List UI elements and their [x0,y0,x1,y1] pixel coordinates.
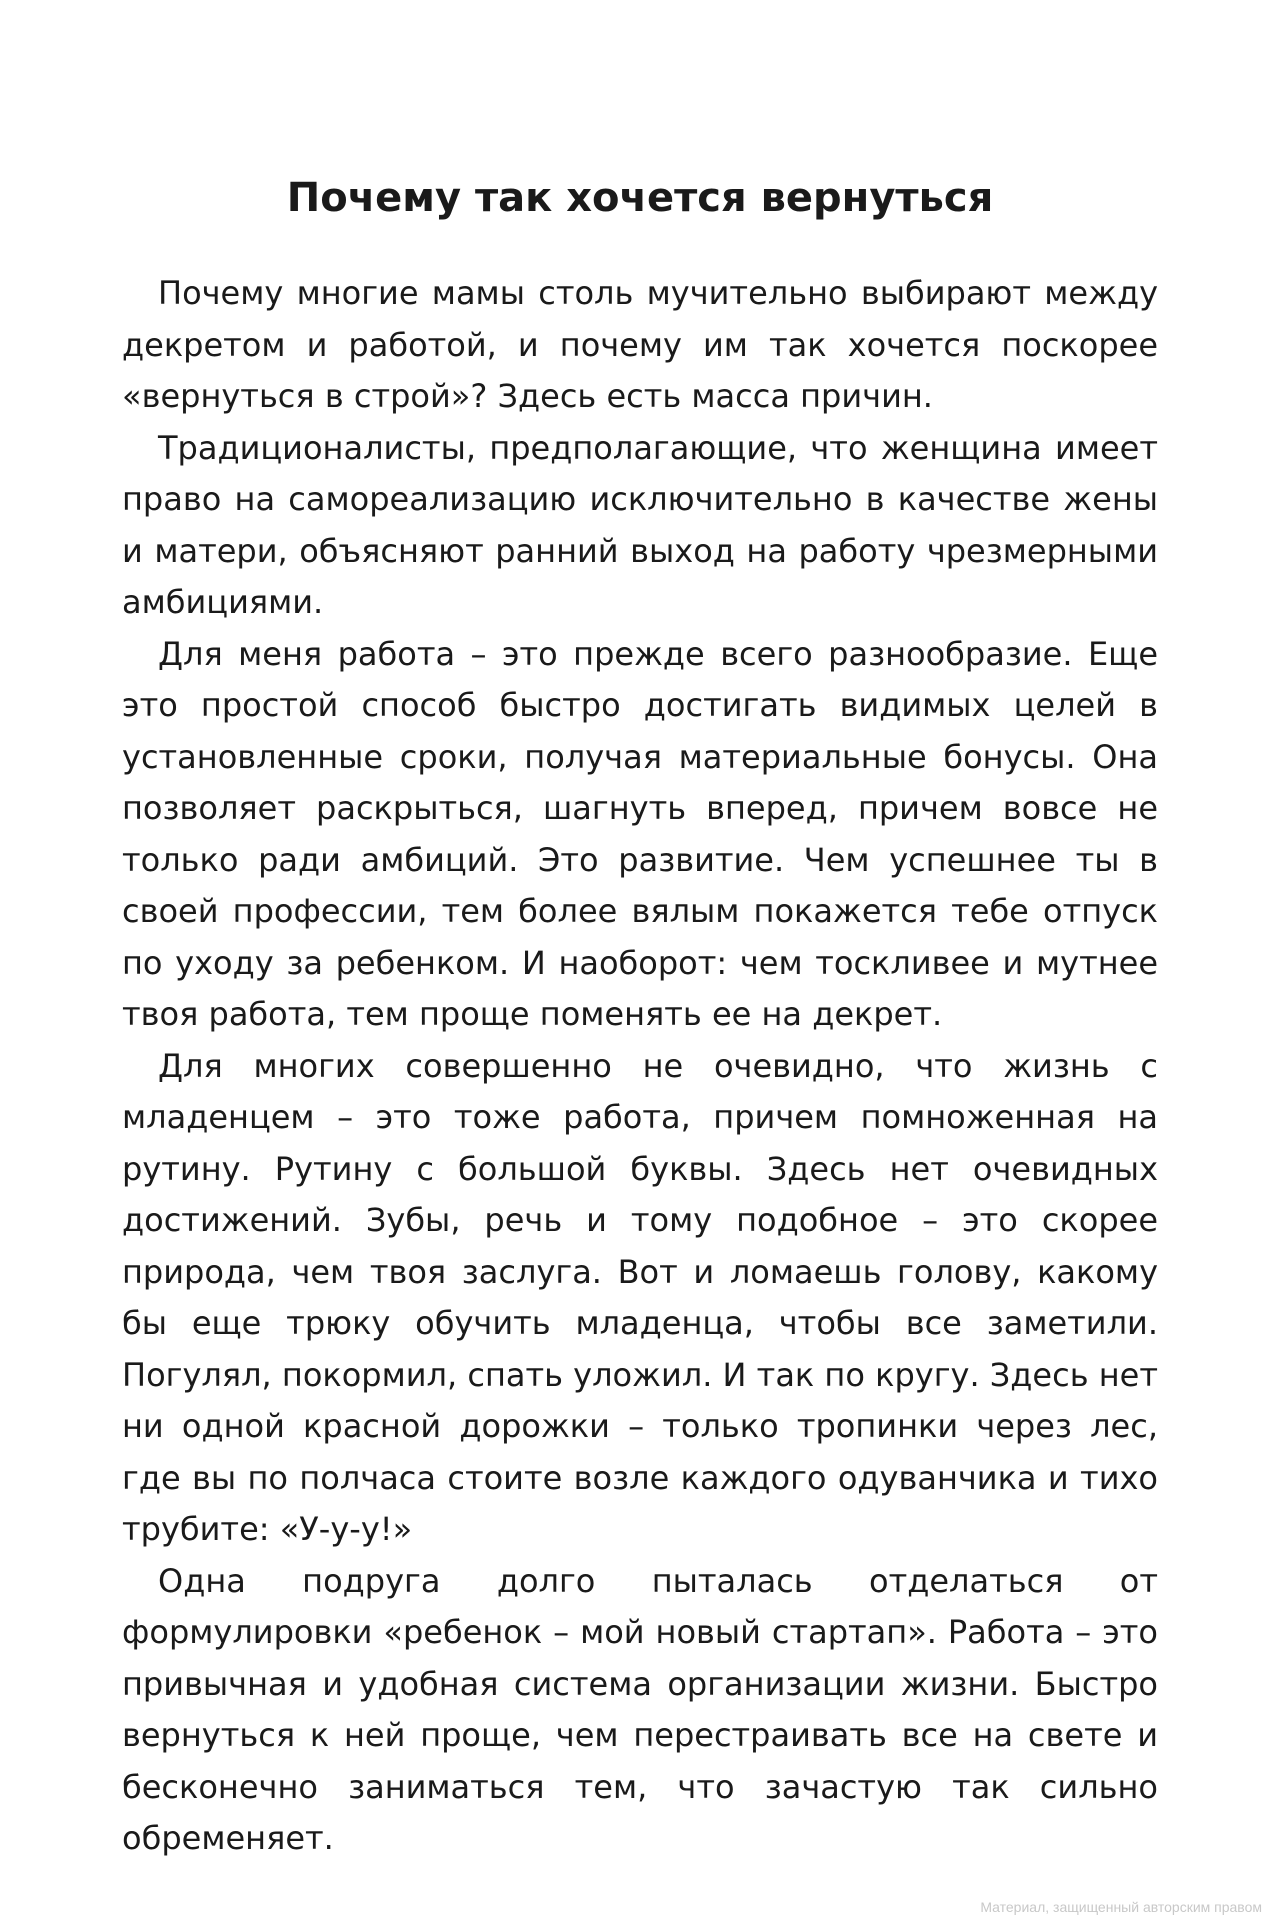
paragraph: Почему многие мамы столь мучительно выбирают между декретом и работой, и почему им так хочется поскорее «вернуться в строй»? Здесь есть масса причин. [122,274,1158,415]
paragraph: Для многих совершенно не очевидно, что жизнь с младенцем – это тоже работа, причем помноженная на рутину. Рутину с большой буквы. Здесь нет очевидных достижений. Зубы, речь и тому подобное – это скорее природа, чем твоя заслуга. Вот и ломаешь голову, какому бы еще трюку обучить младенца, чтобы все заметили. Погулял, покормил, спать уложил. И так по кругу. Здесь нет ни одной красной дорожки – только тропинки через лес, где вы по полчаса стоите возле каждого одуванчика и тихо трубите: «У-у-у!» [122,1046,1158,1548]
paragraph: Одна подруга долго пыталась отделаться от формулировки «ребенок – мой новый стартап». Работа – это привычная и удобная система организации жизни. Быстро вернуться к ней проще, чем перестраивать все на свете и бесконечно заниматься тем, что зачастую так сильно обременяет. [122,1561,1158,1857]
chapter-title: Почему так хочется вернуться [286,175,994,221]
copyright-watermark: Материал, защищенный авторским правом [980,1899,1262,1915]
paragraph: Традиционалисты, предполагающие, что женщина имеет право на самореализацию исключительно в качестве жены и матери, объясняют ранний выход на работу чрезмерными амбициями. [122,428,1158,621]
chapter-body [122,268,1158,1865]
paragraph: Для меня работа – это прежде всего разнообразие. Еще это простой способ быстро достигать видимых целей в установленные сроки, получая материальные бонусы. Она позволяет раскрыться, шагнуть вперед, причем вовсе не только ради амбиций. Это развитие. Чем успешнее ты в своей профессии, тем более вялым покажется тебе отпуск по уходу за ребенком. И наоборот: чем тоскливее и мутнее твоя работа, тем проще поменять ее на декрет. [122,634,1158,1033]
